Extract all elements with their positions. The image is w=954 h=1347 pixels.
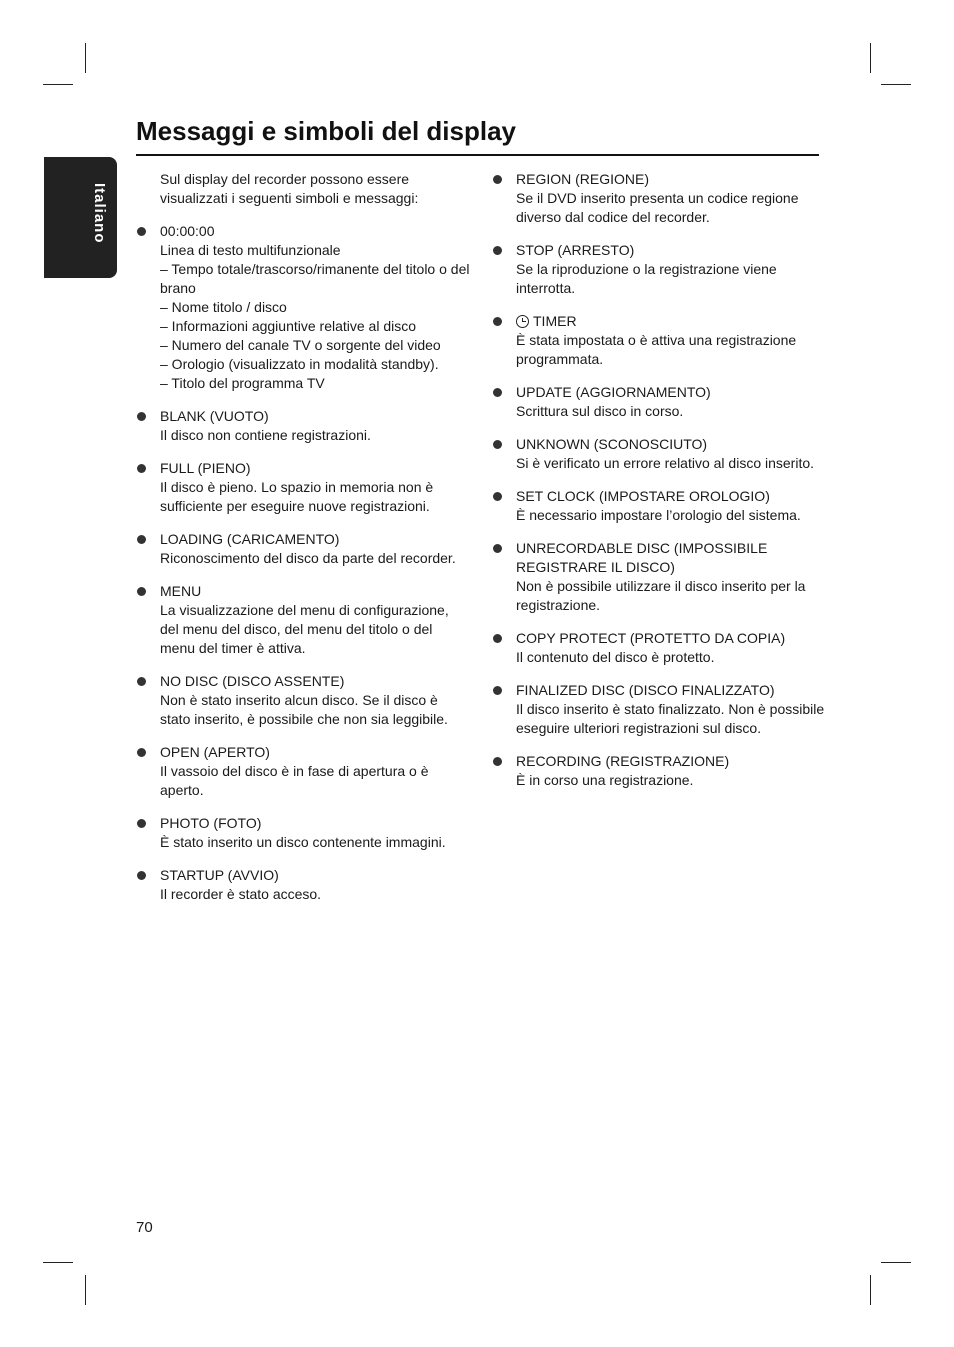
message-code — [160, 672, 470, 691]
message-code-text: COPY PROTECT (PROTETTO DA COPIA) — [516, 630, 786, 646]
message-item — [160, 222, 470, 393]
message-description: È stato inserito un disco contenente immagini. — [160, 834, 446, 850]
bullet-icon — [137, 748, 146, 757]
bullet-icon — [493, 634, 502, 643]
message-code-text: BLANK (VUOTO) — [160, 408, 269, 424]
bullet-icon — [493, 492, 502, 501]
message-code-text: UNRECORDABLE DISC (IMPOSSIBILE REGISTRARE IL DISCO) — [516, 540, 768, 575]
message-description: È necessario impostare l’orologio del sistema. — [516, 507, 801, 523]
message-detail-line: – Numero del canale TV o sorgente del video — [160, 337, 441, 353]
message-description: Il recorder è stato acceso. — [160, 886, 322, 902]
message-code — [516, 487, 826, 506]
message-code-text: OPEN (APERTO) — [160, 744, 270, 760]
bullet-icon — [137, 412, 146, 421]
message-code-text: UNKNOWN (SCONOSCIUTO) — [516, 436, 708, 452]
message-description: Linea di testo multifunzionale — [160, 242, 341, 258]
message-item — [516, 629, 826, 667]
bullet-icon — [137, 464, 146, 473]
message-code — [160, 814, 470, 833]
bullet-icon — [493, 317, 502, 326]
message-description: Si è verificato un errore relativo al disco inserito. — [516, 455, 815, 471]
message-code — [160, 407, 470, 426]
message-description: È in corso una registrazione. — [516, 772, 694, 788]
message-code — [516, 629, 826, 648]
message-description: È stata impostata o è attiva una registrazione programmata. — [516, 332, 797, 367]
crop-mark — [43, 1262, 73, 1263]
left-message-list — [160, 222, 470, 904]
message-description: Riconoscimento del disco da parte del recorder. — [160, 550, 456, 566]
message-description: Se la riproduzione o la registrazione viene interrotta. — [516, 261, 777, 296]
crop-mark — [881, 1262, 911, 1263]
message-item — [516, 383, 826, 421]
bullet-icon — [137, 535, 146, 544]
message-code — [516, 752, 826, 771]
message-description: Se il DVD inserito presenta un codice regione diverso dal codice del recorder. — [516, 190, 799, 225]
message-item — [160, 814, 470, 852]
bullet-icon — [137, 871, 146, 880]
message-item — [160, 672, 470, 729]
crop-mark — [85, 1275, 86, 1305]
bullet-icon — [493, 388, 502, 397]
message-detail-line: – Titolo del programma TV — [160, 375, 325, 391]
message-code-text: TIMER — [533, 313, 577, 329]
message-description: Il vassoio del disco è in fase di apertura o è aperto. — [160, 763, 429, 798]
message-code-text: LOADING (CARICAMENTO) — [160, 531, 340, 547]
intro-text: Sul display del recorder possono essere visualizzati i seguenti simboli e messaggi: — [160, 171, 419, 206]
message-item — [160, 530, 470, 568]
message-item — [160, 582, 470, 658]
message-code — [160, 459, 470, 478]
message-description: Scrittura sul disco in corso. — [516, 403, 684, 419]
message-code-text: UPDATE (AGGIORNAMENTO) — [516, 384, 711, 400]
bullet-icon — [137, 227, 146, 236]
message-detail-line: – Informazioni aggiuntive relative al disco — [160, 318, 417, 334]
message-item — [516, 752, 826, 790]
crop-mark — [43, 84, 73, 85]
message-item — [516, 312, 826, 369]
message-item — [160, 743, 470, 800]
message-item — [160, 459, 470, 516]
message-code-text: RECORDING (REGISTRAZIONE) — [516, 753, 730, 769]
message-code-text: FINALIZED DISC (DISCO FINALIZZATO) — [516, 682, 775, 698]
bullet-icon — [493, 175, 502, 184]
bullet-icon — [493, 544, 502, 553]
message-code-text: PHOTO (FOTO) — [160, 815, 262, 831]
crop-mark — [881, 84, 911, 85]
message-description: Il disco inserito è stato finalizzato. Non è possibile eseguire ulteriori registrazioni sul disco. — [516, 701, 825, 736]
message-detail-line: – Nome titolo / disco — [160, 299, 287, 315]
message-item — [160, 407, 470, 445]
right-column — [516, 170, 826, 804]
bullet-icon — [137, 587, 146, 596]
bullet-icon — [137, 677, 146, 686]
title-rule — [136, 154, 819, 156]
message-code — [516, 241, 826, 260]
message-item — [516, 539, 826, 615]
message-code — [516, 435, 826, 454]
timer-clock-icon — [516, 315, 529, 328]
crop-mark — [85, 43, 86, 73]
message-item — [516, 435, 826, 473]
message-description: Il disco non contiene registrazioni. — [160, 427, 371, 443]
message-code-text: 00:00:00 — [160, 223, 215, 239]
message-code-text: STARTUP (AVVIO) — [160, 867, 279, 883]
message-description: Il contenuto del disco è protetto. — [516, 649, 715, 665]
bullet-icon — [493, 757, 502, 766]
crop-mark — [870, 1275, 871, 1305]
message-description: Non è possibile utilizzare il disco inserito per la registrazione. — [516, 578, 806, 613]
bullet-icon — [493, 440, 502, 449]
right-message-list — [516, 170, 826, 790]
message-code-text: REGION (REGIONE) — [516, 171, 650, 187]
message-code — [516, 681, 826, 700]
bullet-icon — [493, 686, 502, 695]
message-code — [160, 222, 470, 241]
message-item — [516, 170, 826, 227]
message-item — [516, 681, 826, 738]
bullet-icon — [137, 819, 146, 828]
message-item — [516, 487, 826, 525]
message-description: La visualizzazione del menu di configurazione, del menu del disco, del menu del titolo o del menu del timer è attiva. — [160, 602, 449, 656]
message-code — [160, 530, 470, 549]
crop-mark — [870, 43, 871, 73]
message-code-text: NO DISC (DISCO ASSENTE) — [160, 673, 345, 689]
message-code-text: SET CLOCK (IMPOSTARE OROLOGIO) — [516, 488, 770, 504]
message-code-text: FULL (PIENO) — [160, 460, 251, 476]
message-code — [160, 582, 470, 601]
message-description: Non è stato inserito alcun disco. Se il disco è stato inserito, è possibile che non sia leggibile. — [160, 692, 448, 727]
message-code — [160, 866, 470, 885]
message-item — [160, 866, 470, 904]
bullet-icon — [493, 246, 502, 255]
message-item — [516, 241, 826, 298]
message-description: Il disco è pieno. Lo spazio in memoria non è sufficiente per eseguire nuove registrazioni. — [160, 479, 434, 514]
message-detail-line: – Orologio (visualizzato in modalità standby). — [160, 356, 439, 372]
language-tab-label: Italiano — [91, 183, 108, 244]
message-code-text: MENU — [160, 583, 202, 599]
message-detail-line: – Tempo totale/trascorso/rimanente del titolo o del brano — [160, 261, 470, 296]
left-column — [160, 170, 470, 918]
page-title: Messaggi e simboli del display — [136, 116, 517, 146]
message-code — [516, 539, 826, 577]
message-code — [516, 312, 826, 331]
message-code — [516, 383, 826, 402]
message-code — [160, 743, 470, 762]
message-code-text: STOP (ARRESTO) — [516, 242, 635, 258]
message-code — [516, 170, 826, 189]
page-number: 70 — [136, 1219, 153, 1236]
